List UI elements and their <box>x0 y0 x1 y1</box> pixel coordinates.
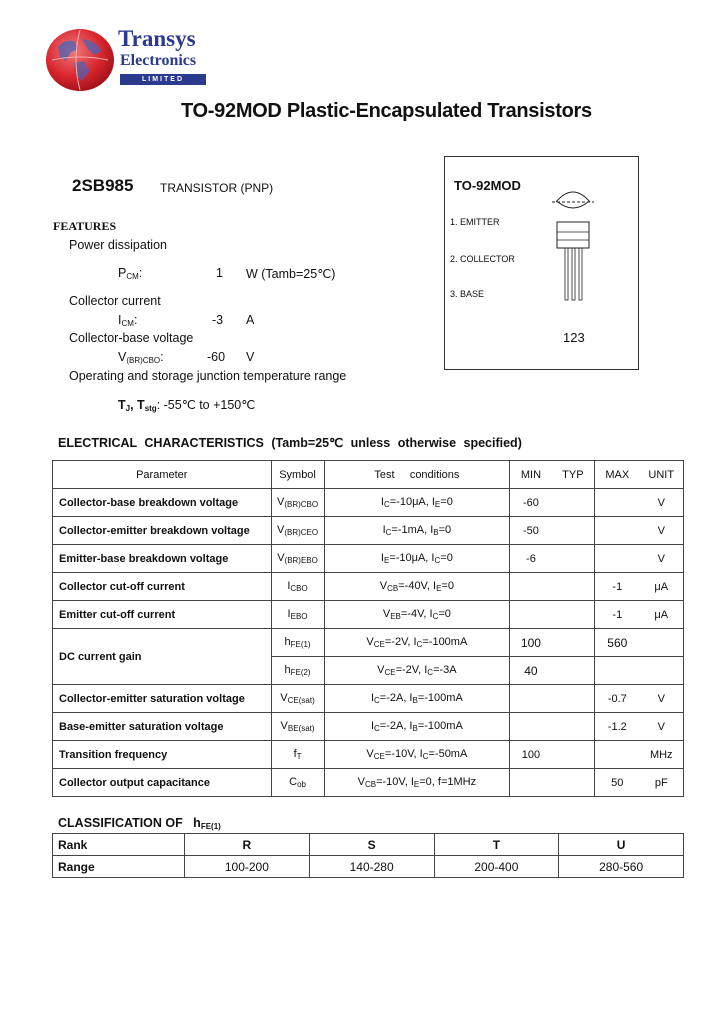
range-u: 280-560 <box>559 856 684 878</box>
table-row <box>53 517 684 545</box>
logo-globe <box>44 27 116 93</box>
symbol-cell: $V_{CE(sat)}$ <box>271 685 324 713</box>
vcbo-symbol: $V_{(BR)CBO}$: <box>118 350 164 365</box>
min-cell: -60 <box>510 489 552 517</box>
page-title: TO-92MOD Plastic-Encapsulated Transistors <box>181 100 592 122</box>
param-cell: Base-emitter saturation voltage <box>53 713 272 741</box>
unit-cell: MHz <box>640 741 684 769</box>
param-cell: Transition frequency <box>53 741 272 769</box>
classification-title: CLASSIFICATION OF $h_{FE(1)}$ <box>58 816 221 831</box>
temperature-range-label: Operating and storage junction temperature range <box>69 369 347 383</box>
symbol-cell: $I_{CBO}$ <box>271 573 324 601</box>
symbol-cell: $I_{EBO}$ <box>271 601 324 629</box>
table-row <box>53 741 684 769</box>
hfe2-typ <box>552 657 595 685</box>
part-number: 2SB985 <box>72 176 134 195</box>
logo-sub: Electronics <box>120 52 197 69</box>
pin-3-label: 3. BASE <box>450 289 485 299</box>
symbol-cell: $V_{(BR)CEO}$ <box>271 517 324 545</box>
rank-t: T <box>434 834 559 856</box>
param-cell: Collector-emitter saturation voltage <box>53 685 272 713</box>
typ-cell <box>552 741 595 769</box>
logo-tag: LIMITED <box>120 74 206 85</box>
min-cell <box>510 685 552 713</box>
part-description: TRANSISTOR (PNP) <box>160 181 274 195</box>
pin-2-label: 2. COLLECTOR <box>450 254 515 264</box>
range-label: Range <box>53 856 185 878</box>
hfe2-unit <box>640 657 684 685</box>
table-row <box>53 685 684 713</box>
dc-gain-param: DC current gain <box>53 629 272 685</box>
header-parameter: Parameter <box>53 461 272 489</box>
pcm-value: 1 <box>216 266 223 280</box>
max-cell <box>595 489 640 517</box>
range-t: 200-400 <box>434 856 559 878</box>
hfe2-min: 40 <box>510 657 552 685</box>
min-cell <box>510 769 552 797</box>
rank-label: Rank <box>53 834 185 856</box>
table-row <box>53 489 684 517</box>
table-header-row <box>53 461 684 489</box>
table-row <box>53 713 684 741</box>
condition-cell: $I_C=-2A$, $I_B=-100mA$ <box>324 713 510 741</box>
condition-cell: $V_{CE}=-10V$, $I_C=-50mA$ <box>324 741 510 769</box>
icm-symbol: $I_{CM}$: <box>118 313 138 328</box>
collector-base-voltage-label: Collector-base voltage <box>69 331 194 345</box>
condition-cell: $V_{CB}=-10V$, $I_E=0$, f=1MHz <box>324 769 510 797</box>
hfe1-unit <box>640 629 684 657</box>
max-cell: 50 <box>595 769 640 797</box>
pcm-unit: W (Tamb=25℃) <box>246 267 336 281</box>
typ-cell <box>552 601 595 629</box>
typ-cell <box>552 489 595 517</box>
range-r: 100-200 <box>185 856 310 878</box>
max-cell: -1 <box>595 601 640 629</box>
collector-current-label: Collector current <box>69 294 161 308</box>
typ-cell <box>552 517 595 545</box>
vcbo-unit: V <box>246 350 255 364</box>
typ-cell <box>552 769 595 797</box>
param-cell: Collector-emitter breakdown voltage <box>53 517 272 545</box>
temperature-range-value: $T_J$, $T_{stg}$: -55℃ to +150℃ <box>118 398 256 413</box>
package-title: TO-92MOD <box>454 178 521 193</box>
param-cell: Collector cut-off current <box>53 573 272 601</box>
table-row <box>53 573 684 601</box>
unit-cell: V <box>640 545 684 573</box>
condition-cell: $V_{EB}=-4V$, $I_C=0$ <box>324 601 510 629</box>
min-cell <box>510 713 552 741</box>
icm-value: -3 <box>212 313 224 327</box>
hfe2-condition: $V_{CE}=-2V$, $I_C=-3A$ <box>324 657 510 685</box>
hfe1-min: 100 <box>510 629 552 657</box>
symbol-cell: $V_{BE(sat)}$ <box>271 713 324 741</box>
table-row <box>53 769 684 797</box>
hfe1-condition: $V_{CE}=-2V$, $I_C=-100mA$ <box>324 629 510 657</box>
hfe1-symbol: $h_{FE(1)}$ <box>271 629 324 657</box>
typ-cell <box>552 713 595 741</box>
rank-row <box>53 834 684 856</box>
header-symbol: Symbol <box>271 461 324 489</box>
unit-cell: V <box>640 713 684 741</box>
condition-cell: $V_{CB}=-40V$, $I_E=0$ <box>324 573 510 601</box>
range-s: 140-280 <box>309 856 434 878</box>
symbol-cell: $V_{(BR)EBO}$ <box>271 545 324 573</box>
min-cell: -50 <box>510 517 552 545</box>
symbol-cell: $f_T$ <box>271 741 324 769</box>
condition-cell: $I_E=-10\mu A$, $I_C=0$ <box>324 545 510 573</box>
header-max: MAX <box>595 461 640 489</box>
condition-cell: $I_C=-10\mu A$, $I_E=0$ <box>324 489 510 517</box>
max-cell: -1.2 <box>595 713 640 741</box>
unit-cell: V <box>640 685 684 713</box>
param-cell: Collector-base breakdown voltage <box>53 489 272 517</box>
param-cell: Emitter-base breakdown voltage <box>53 545 272 573</box>
features-heading: FEATURES <box>53 219 117 233</box>
unit-cell: μA <box>640 601 684 629</box>
unit-cell: V <box>640 489 684 517</box>
max-cell: -1 <box>595 573 640 601</box>
pin-1-label: 1. EMITTER <box>450 217 500 227</box>
rank-s: S <box>309 834 434 856</box>
typ-cell <box>552 685 595 713</box>
min-cell <box>510 573 552 601</box>
min-cell <box>510 601 552 629</box>
unit-cell: pF <box>640 769 684 797</box>
hfe1-max: 560 <box>595 629 640 657</box>
hfe2-max <box>595 657 640 685</box>
max-cell: -0.7 <box>595 685 640 713</box>
ec-title: ELECTRICAL CHARACTERISTICS (Tamb=25℃ unless otherwise specified) <box>58 436 522 450</box>
symbol-cell: $V_{(BR)CBO}$ <box>271 489 324 517</box>
table-row <box>53 601 684 629</box>
max-cell <box>595 741 640 769</box>
vcbo-value: -60 <box>207 350 226 364</box>
min-cell: -6 <box>510 545 552 573</box>
rank-u: U <box>559 834 684 856</box>
classification-table <box>52 833 684 878</box>
header-unit: UNIT <box>640 461 684 489</box>
header-min: MIN <box>510 461 552 489</box>
hfe1-typ <box>552 629 595 657</box>
header-test-conditions: Test conditions <box>324 461 510 489</box>
max-cell <box>595 517 640 545</box>
hfe2-symbol: $h_{FE(2)}$ <box>271 657 324 685</box>
package-outline-drawing <box>548 184 598 324</box>
header-typ: TYP <box>552 461 595 489</box>
unit-cell: μA <box>640 573 684 601</box>
logo-name: Transys <box>118 26 196 51</box>
table-row <box>53 545 684 573</box>
range-row <box>53 856 684 878</box>
typ-cell <box>552 573 595 601</box>
param-cell: Collector output capacitance <box>53 769 272 797</box>
condition-cell: $I_C=-2A$, $I_B=-100mA$ <box>324 685 510 713</box>
condition-cell: $I_C=-1mA$, $I_B=0$ <box>324 517 510 545</box>
power-dissipation-label: Power dissipation <box>69 238 167 252</box>
electrical-characteristics-table <box>52 460 684 797</box>
typ-cell <box>552 545 595 573</box>
param-cell: Emitter cut-off current <box>53 601 272 629</box>
pcm-symbol: $P_{CM}$: <box>118 266 143 281</box>
max-cell <box>595 545 640 573</box>
icm-unit: A <box>246 313 255 327</box>
rank-r: R <box>185 834 310 856</box>
unit-cell: V <box>640 517 684 545</box>
min-cell: 100 <box>510 741 552 769</box>
pin-numbers: 123 <box>563 330 585 345</box>
symbol-cell: $C_{ob}$ <box>271 769 324 797</box>
table-row <box>53 629 684 657</box>
